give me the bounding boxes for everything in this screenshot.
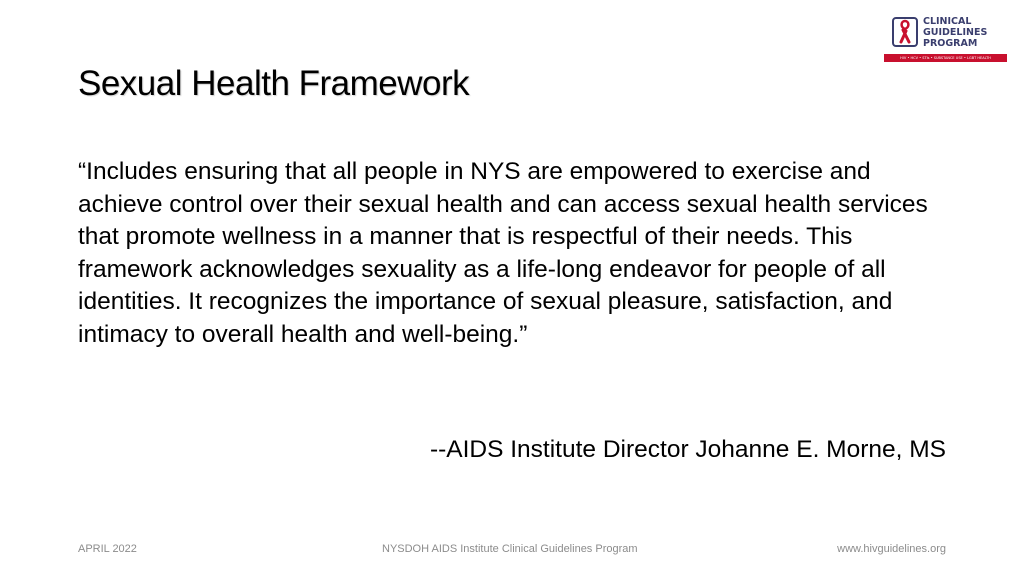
logo-wordmark <box>923 16 987 49</box>
footer-url: www.hivguidelines.org <box>837 543 946 555</box>
logo-line-clinical: CLINICAL <box>923 16 972 27</box>
footer-program: NYSDOH AIDS Institute Clinical Guidelines Program <box>382 543 638 555</box>
logo-topics-strip: HIV • HCV • STIs • SUBSTANCE USE • LGBT HEALTH <box>884 54 1007 62</box>
framework-quote: “Includes ensuring that all people in NYS are empowered to exercise and achieve control over their sexual health and can access sexual health services that promote wellness in a manner that is respectful of their needs. This framework acknowledges sexuality as a life-long endeavor for people of all identities. It recognizes the importance of sexual pleasure, satisfaction, and intimacy to overall health and well-being.” <box>78 158 928 348</box>
red-ribbon-icon <box>892 17 918 47</box>
quote-attribution: --AIDS Institute Director Johanne E. Morne, MS <box>429 436 946 463</box>
slide-title: Sexual Health Framework <box>78 64 470 103</box>
logo-line-guidelines: GUIDELINES <box>923 27 988 38</box>
footer-date: APRIL 2022 <box>78 543 137 555</box>
logo-line-program: PROGRAM <box>923 38 978 49</box>
clinical-guidelines-logo <box>884 14 1008 64</box>
